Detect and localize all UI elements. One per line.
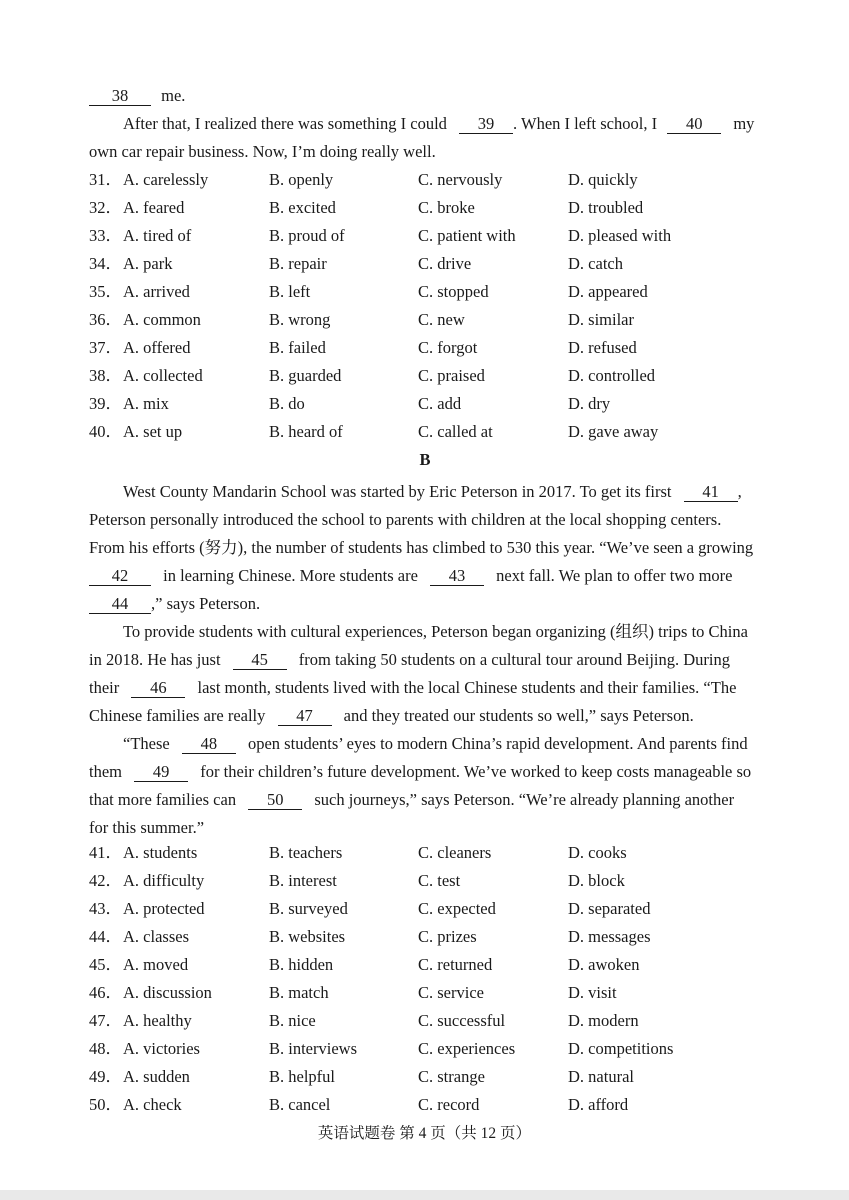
passage-text: for their children’s future development. We’ve worked to keep costs manageable so <box>200 762 752 781</box>
option-b: B. match <box>269 983 329 1002</box>
passage-text: in 2018. He has just <box>89 650 221 669</box>
option-row <box>89 899 761 921</box>
option-b: B. hidden <box>269 955 334 974</box>
option-row <box>89 366 761 388</box>
option-a: A. discussion <box>123 983 212 1002</box>
question-number: 49． <box>89 1067 122 1086</box>
option-b: B. openly <box>269 170 334 189</box>
option-row <box>89 927 761 949</box>
option-c: C. expected <box>418 899 496 918</box>
blank-42: 42 <box>89 567 151 586</box>
option-b: B. helpful <box>269 1067 335 1086</box>
passage-text: that more families can <box>89 790 237 809</box>
option-c: C. returned <box>418 955 493 974</box>
passage-line <box>89 790 734 810</box>
passage-text: next fall. We plan to offer two more <box>496 566 733 585</box>
option-row <box>89 422 761 444</box>
option-a: A. classes <box>123 927 189 946</box>
option-c: C. patient with <box>418 226 516 245</box>
option-row <box>89 1067 761 1089</box>
option-a: A. victories <box>123 1039 200 1058</box>
option-b: B. cancel <box>269 1095 331 1114</box>
option-row <box>89 1011 761 1033</box>
option-b: B. proud of <box>269 226 345 245</box>
blank-41: 41 <box>684 483 738 502</box>
option-row <box>89 338 761 360</box>
option-row <box>89 198 761 220</box>
question-number: 39． <box>89 394 122 413</box>
option-b: B. excited <box>269 198 336 217</box>
option-row <box>89 1039 761 1061</box>
option-row <box>89 170 761 192</box>
option-a: A. difficulty <box>123 871 205 890</box>
option-a: A. arrived <box>123 282 190 301</box>
passage-text: Chinese families are really <box>89 706 266 725</box>
blank-38: 38 <box>89 87 151 106</box>
option-d: D. modern <box>568 1011 639 1030</box>
option-c: C. add <box>418 394 462 413</box>
option-c: C. broke <box>418 198 475 217</box>
question-number: 35． <box>89 282 122 301</box>
question-number: 34． <box>89 254 122 273</box>
passage-line <box>123 482 742 502</box>
blank-45: 45 <box>233 651 287 670</box>
option-c: C. praised <box>418 366 485 385</box>
blank-46: 46 <box>131 679 185 698</box>
option-d: D. troubled <box>568 198 644 217</box>
blank-43: 43 <box>430 567 484 586</box>
option-d: D. competitions <box>568 1039 674 1058</box>
option-row <box>89 254 761 276</box>
section-heading: B <box>419 450 431 469</box>
passage-text: me. <box>161 86 186 105</box>
option-c: C. stopped <box>418 282 489 301</box>
option-d: D. catch <box>568 254 623 273</box>
option-c: C. drive <box>418 254 472 273</box>
passage-line <box>89 594 260 614</box>
passage-line <box>89 706 694 726</box>
passage-text: my <box>733 114 755 133</box>
option-b: B. surveyed <box>269 899 348 918</box>
passage-line <box>123 734 748 754</box>
option-d: D. refused <box>568 338 637 357</box>
option-b: B. failed <box>269 338 326 357</box>
option-a: A. park <box>123 254 173 273</box>
question-number: 50． <box>89 1095 122 1114</box>
question-number: 45． <box>89 955 122 974</box>
option-a: A. protected <box>123 899 205 918</box>
option-c: C. called at <box>418 422 493 441</box>
option-d: D. similar <box>568 310 634 329</box>
passage-line <box>89 650 730 670</box>
blank-47: 47 <box>278 707 332 726</box>
option-c: C. new <box>418 310 465 329</box>
option-a: A. moved <box>123 955 189 974</box>
option-d: D. cooks <box>568 843 627 862</box>
blank-39: 39 <box>459 115 513 134</box>
option-row <box>89 871 761 893</box>
option-a: A. feared <box>123 198 185 217</box>
passage-line <box>89 818 204 838</box>
option-b: B. interest <box>269 871 337 890</box>
passage-line <box>89 762 751 782</box>
option-d: D. quickly <box>568 170 638 189</box>
option-b: B. wrong <box>269 310 331 329</box>
option-row <box>89 394 761 416</box>
option-b: B. repair <box>269 254 327 273</box>
option-d: D. visit <box>568 983 617 1002</box>
passage-text: own car repair business. Now, I’m doing really well. <box>89 142 436 161</box>
option-c: C. strange <box>418 1067 485 1086</box>
passage-line <box>89 510 721 530</box>
option-b: B. do <box>269 394 305 413</box>
question-number: 43． <box>89 899 122 918</box>
option-a: A. collected <box>123 366 203 385</box>
option-a: A. mix <box>123 394 169 413</box>
option-d: D. controlled <box>568 366 656 385</box>
passage-text: from taking 50 students on a cultural tour around Beijing. During <box>298 650 731 669</box>
option-c: C. successful <box>418 1011 506 1030</box>
passage-text: From his efforts (努力), the number of students has climbed to 530 this year. “We’ve seen a growing <box>89 538 754 557</box>
option-b: B. nice <box>269 1011 316 1030</box>
passage-text: “These <box>123 734 170 753</box>
passage-text: such journeys,” says Peterson. “We’re already planning another <box>314 790 735 809</box>
option-row <box>89 226 761 248</box>
option-d: D. natural <box>568 1067 634 1086</box>
passage-line <box>89 142 436 162</box>
option-c: C. nervously <box>418 170 503 189</box>
option-c: C. record <box>418 1095 480 1114</box>
passage-line <box>89 86 185 106</box>
option-c: C. cleaners <box>418 843 492 862</box>
question-number: 48． <box>89 1039 122 1058</box>
passage-text: for this summer.” <box>89 818 205 837</box>
option-b: B. guarded <box>269 366 342 385</box>
option-d: D. appeared <box>568 282 648 301</box>
option-a: A. check <box>123 1095 182 1114</box>
option-d: D. block <box>568 871 625 890</box>
option-row <box>89 310 761 332</box>
option-row <box>89 983 761 1005</box>
option-d: D. gave away <box>568 422 659 441</box>
option-b: B. websites <box>269 927 346 946</box>
option-a: A. sudden <box>123 1067 190 1086</box>
question-number: 41． <box>89 843 122 862</box>
question-number: 38． <box>89 366 122 385</box>
option-c: C. test <box>418 871 461 890</box>
passage-text: After that, I realized there was something I could <box>123 114 447 133</box>
passage-text: Peterson personally introduced the school to parents with children at the local shopping centers. <box>89 510 722 529</box>
passage-text: ,” says Peterson. <box>151 594 261 613</box>
option-row <box>89 282 761 304</box>
passage-text: them <box>89 762 122 781</box>
option-a: A. tired of <box>123 226 192 245</box>
passage-text: last month, students lived with the local Chinese students and their families. “The <box>197 678 737 697</box>
option-d: D. afford <box>568 1095 629 1114</box>
passage-line <box>89 538 753 558</box>
option-row <box>89 955 761 977</box>
option-b: B. left <box>269 282 311 301</box>
question-number: 40． <box>89 422 122 441</box>
question-number: 32． <box>89 198 122 217</box>
passage-text: , <box>737 482 742 501</box>
blank-49: 49 <box>134 763 188 782</box>
option-b: B. interviews <box>269 1039 357 1058</box>
passage-line <box>123 114 754 134</box>
question-number: 36． <box>89 310 122 329</box>
blank-48: 48 <box>182 735 236 754</box>
passage-line <box>123 622 748 642</box>
passage-text: open students’ eyes to modern China’s rapid development. And parents find <box>247 734 748 753</box>
passage-text: West County Mandarin School was started by Eric Peterson in 2017. To get its first <box>123 482 672 501</box>
option-d: D. pleased with <box>568 226 672 245</box>
question-number: 33． <box>89 226 122 245</box>
question-number: 47． <box>89 1011 122 1030</box>
question-number: 37． <box>89 338 122 357</box>
option-b: B. heard of <box>269 422 343 441</box>
passage-text: To provide students with cultural experiences, Peterson began organizing (组织) trips to China <box>123 622 748 641</box>
question-number: 42． <box>89 871 122 890</box>
option-d: D. awoken <box>568 955 640 974</box>
page-footer: 英语试题卷 第 4 页（共 12 页） <box>317 1125 532 1142</box>
option-d: D. dry <box>568 394 611 413</box>
option-c: C. prizes <box>418 927 477 946</box>
option-a: A. set up <box>123 422 183 441</box>
option-b: B. teachers <box>269 843 343 862</box>
scan-edge <box>0 1190 849 1200</box>
passage-text: . When I left school, I <box>513 114 658 133</box>
option-a: A. offered <box>123 338 191 357</box>
option-d: D. messages <box>568 927 651 946</box>
passage-text: in learning Chinese. More students are <box>163 566 418 585</box>
option-row <box>89 1095 761 1117</box>
option-d: D. separated <box>568 899 651 918</box>
option-row <box>89 843 761 865</box>
question-number: 46． <box>89 983 122 1002</box>
passage-line <box>89 678 736 698</box>
passage-line <box>89 566 732 586</box>
option-c: C. experiences <box>418 1039 516 1058</box>
blank-40: 40 <box>667 115 721 134</box>
option-a: A. students <box>123 843 198 862</box>
passage-text: their <box>89 678 120 697</box>
option-a: A. carelessly <box>123 170 209 189</box>
blank-44: 44 <box>89 595 151 614</box>
passage-text: and they treated our students so well,” says Peterson. <box>343 706 694 725</box>
option-c: C. service <box>418 983 484 1002</box>
question-number: 31． <box>89 170 122 189</box>
blank-50: 50 <box>248 791 302 810</box>
option-c: C. forgot <box>418 338 478 357</box>
question-number: 44． <box>89 927 122 946</box>
option-a: A. healthy <box>123 1011 192 1030</box>
option-a: A. common <box>123 310 201 329</box>
